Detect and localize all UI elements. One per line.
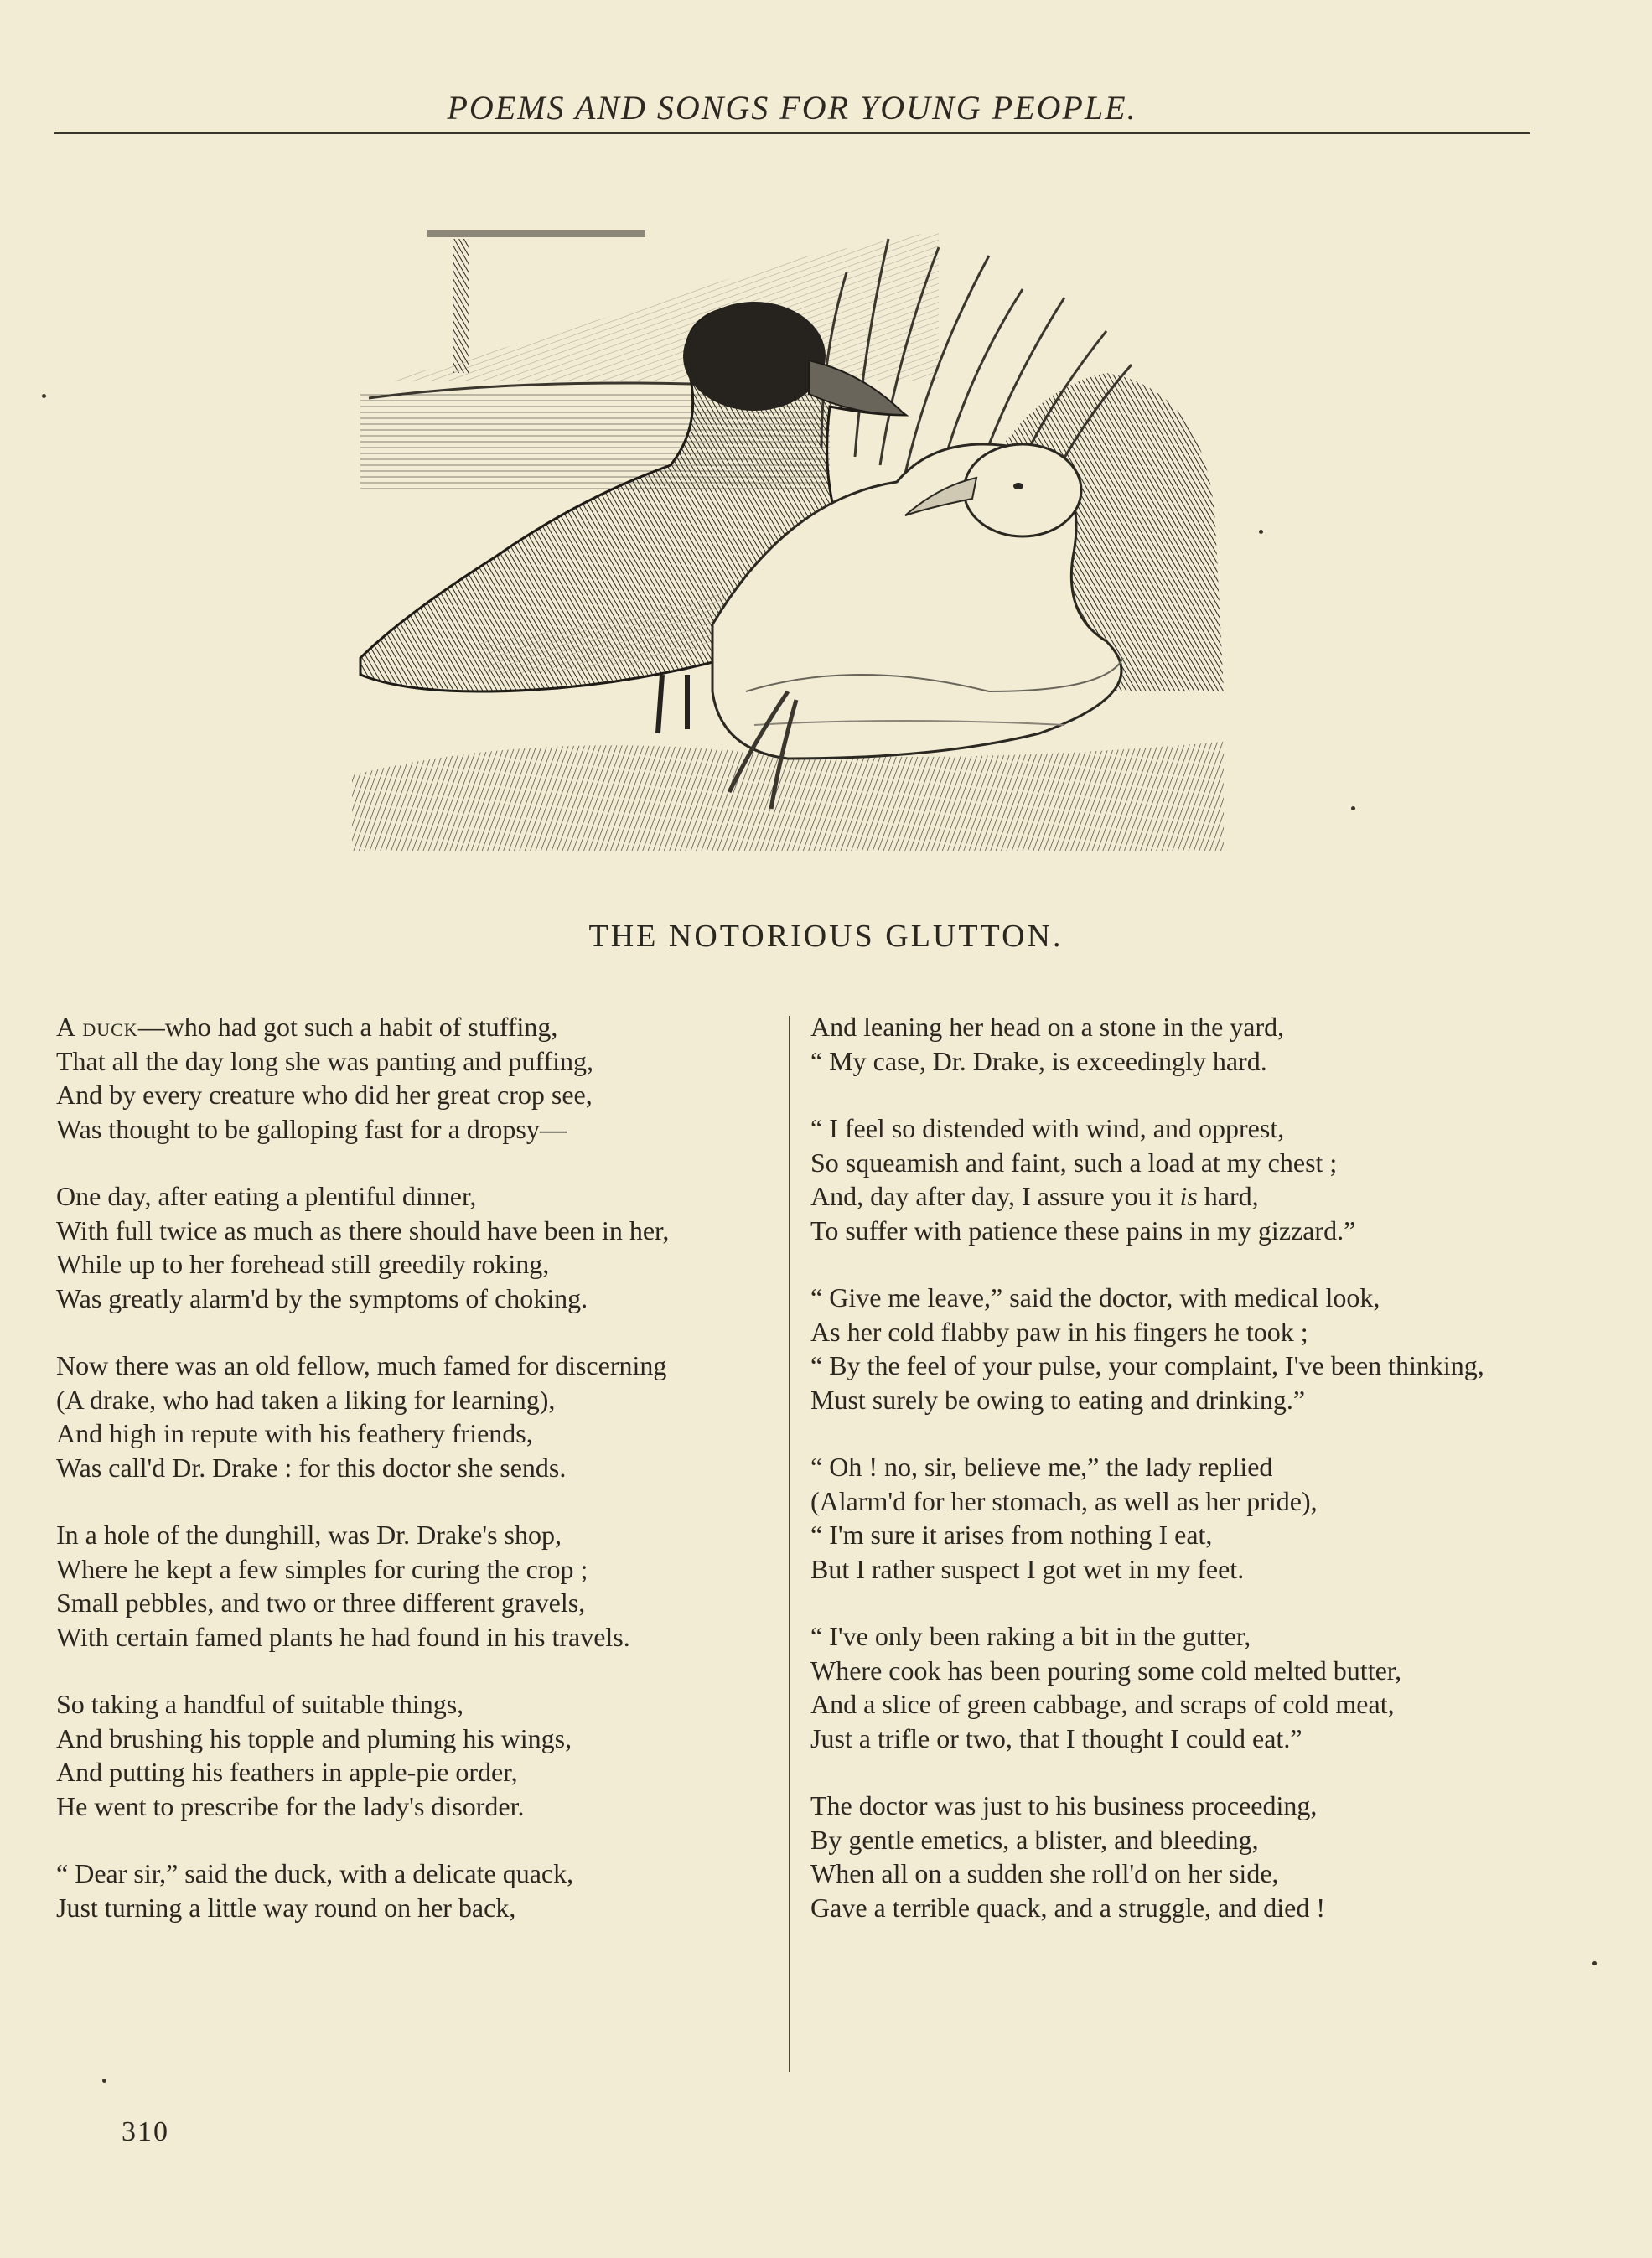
print-speck <box>1259 530 1263 534</box>
stanza-12 <box>810 1789 1531 1924</box>
verse-line: “ I feel so distended with wind, and opprest, <box>810 1113 1285 1143</box>
verse-line: Gave a terrible quack, and a struggle, and died ! <box>810 1892 1325 1923</box>
verse-line: And, day after day, I assure you it is hard, <box>810 1181 1259 1211</box>
verse-line: With certain famed plants he had found in his travels. <box>56 1621 630 1652</box>
running-head: POEMS AND SONGS FOR YOUNG PEOPLE. <box>447 89 1137 127</box>
verse-line: And putting his feathers in apple-pie order, <box>56 1757 518 1787</box>
verse-line: Was thought to be galloping fast for a dropsy— <box>56 1113 567 1144</box>
verse-line: With full twice as much as there should have been in her, <box>56 1214 670 1246</box>
verse-line: While up to her forehead still greedily roking, <box>56 1249 550 1279</box>
stanza-8 <box>810 1111 1531 1247</box>
verse-line: That all the day long she was panting and puffing, <box>56 1045 594 1076</box>
verse-line: He went to prescribe for the lady's disorder. <box>56 1790 525 1821</box>
verse-line: “ Give me leave,” said the doctor, with medical look, <box>810 1282 1380 1313</box>
verse-line: And brushing his topple and pluming his wings, <box>56 1722 572 1753</box>
poem-column-left <box>56 1010 773 1958</box>
page-number: 310 <box>122 2116 169 2147</box>
verse-line: Must surely be owing to eating and drinking.” <box>810 1384 1306 1415</box>
stanza-3 <box>56 1349 773 1484</box>
verse-line: Just a trifle or two, that I thought I could eat.” <box>810 1722 1302 1753</box>
opening-small-caps: A duck <box>56 1012 138 1042</box>
verse-line: To suffer with patience these pains in my gizzard.” <box>810 1214 1356 1246</box>
verse-line: (Alarm'd for her stomach, as well as her pride), <box>810 1485 1318 1516</box>
print-speck <box>102 2079 106 2083</box>
stanza-1 <box>56 1010 773 1146</box>
verse-line: “ Dear sir,” said the duck, with a delicate quack, <box>56 1858 574 1888</box>
stanza-6 <box>56 1857 773 1924</box>
verse-line: So squeamish and faint, such a load at my chest ; <box>810 1147 1338 1178</box>
verse-line: And high in repute with his feathery friends, <box>56 1418 533 1448</box>
poem-column-right <box>810 1010 1531 1958</box>
verse-line: And by every creature who did her great crop see, <box>56 1080 593 1110</box>
verse-line: Where he kept a few simples for curing the crop ; <box>56 1553 588 1584</box>
print-speck <box>1592 1961 1597 1965</box>
stanza-7 <box>810 1010 1531 1078</box>
verse-line: By gentle emetics, a blister, and bleeding, <box>810 1824 1259 1855</box>
verse-line: And a slice of green cabbage, and scraps of cold meat, <box>810 1689 1395 1719</box>
verse-line: But I rather suspect I got wet in my feet. <box>810 1553 1245 1584</box>
duck-and-drake-engraving-icon <box>352 222 1232 851</box>
verse-line: In a hole of the dunghill, was Dr. Drake's shop, <box>56 1520 562 1550</box>
verse-line: A duck—who had got such a habit of stuffing, <box>56 1012 558 1042</box>
verse-line: And leaning her head on a stone in the yard, <box>810 1012 1285 1042</box>
verse-line: Now there was an old fellow, much famed for discerning <box>56 1350 667 1380</box>
header-rule <box>54 132 1530 134</box>
verse-line: Was call'd Dr. Drake : for this doctor she sends. <box>56 1452 567 1483</box>
poem-title: THE NOTORIOUS GLUTTON. <box>588 919 1064 954</box>
verse-line: One day, after eating a plentiful dinner, <box>56 1181 477 1211</box>
verse-line: As her cold flabby paw in his fingers he took ; <box>810 1316 1308 1347</box>
verse-line: Small pebbles, and two or three different gravels, <box>56 1587 586 1618</box>
stanza-5 <box>56 1687 773 1823</box>
verse-line: “ I'm sure it arises from nothing I eat, <box>810 1520 1213 1550</box>
verse-line: Just turning a little way round on her back, <box>56 1892 516 1923</box>
stanza-2 <box>56 1179 773 1315</box>
verse-line: When all on a sudden she roll'd on her side, <box>810 1858 1279 1888</box>
verse-line: So taking a handful of suitable things, <box>56 1689 464 1719</box>
stanza-10 <box>810 1450 1531 1586</box>
stanza-9 <box>810 1281 1531 1416</box>
verse-line: (A drake, who had taken a liking for learning), <box>56 1384 556 1415</box>
emphasis: is <box>1179 1181 1198 1211</box>
verse-line: “ I've only been raking a bit in the gutter, <box>810 1621 1251 1651</box>
verse-line: “ My case, Dr. Drake, is exceedingly hard. <box>810 1045 1267 1076</box>
print-speck <box>1351 806 1355 810</box>
verse-line: Was greatly alarm'd by the symptoms of choking. <box>56 1282 588 1313</box>
column-divider <box>789 1016 790 2072</box>
verse-line: “ Oh ! no, sir, believe me,” the lady replied <box>810 1452 1273 1482</box>
stanza-4 <box>56 1518 773 1654</box>
verse-line: The doctor was just to his business proceeding, <box>810 1790 1318 1820</box>
verse-line: “ By the feel of your pulse, your complaint, I've been thinking, <box>810 1350 1484 1380</box>
print-speck <box>42 394 46 398</box>
stanza-11 <box>810 1619 1531 1755</box>
verse-line: Where cook has been pouring some cold melted butter, <box>810 1655 1402 1686</box>
